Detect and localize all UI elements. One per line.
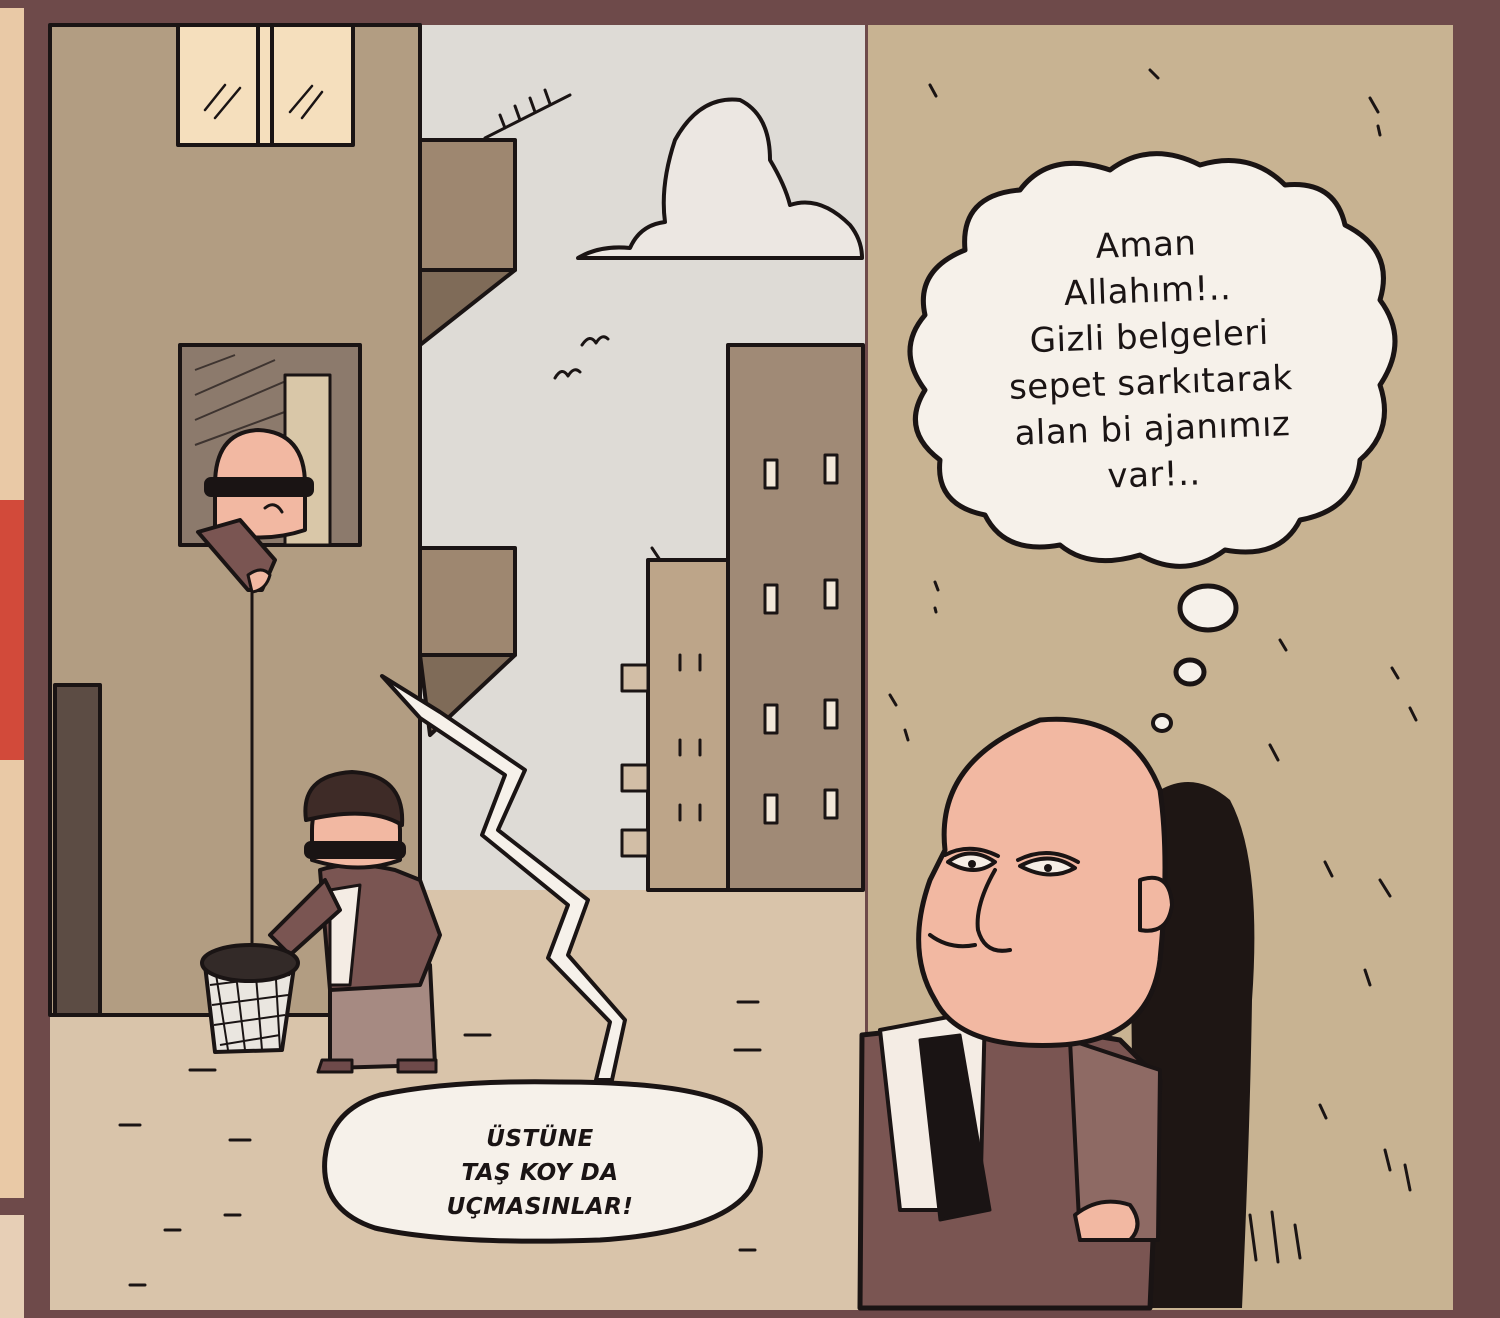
thought-bubble-text (925, 214, 1374, 505)
thought-dot (1180, 586, 1236, 630)
thought-dot (1153, 715, 1171, 731)
left-sliver-panel (0, 8, 24, 1318)
thought-line: Aman (1094, 223, 1198, 267)
basket (202, 945, 298, 1052)
balcony-lower (420, 548, 515, 655)
distant-building-right (728, 345, 863, 890)
middle-panel (50, 25, 865, 1310)
thought-line: Gizli belgeleri (1029, 312, 1270, 362)
thought-line: Allahım!.. (1063, 268, 1232, 314)
thought-line: var!.. (1106, 453, 1202, 497)
doorway (55, 685, 100, 1015)
speech-line: ÜSTÜNE (486, 1126, 594, 1152)
thought-line: alan bi ajanımız (1013, 404, 1291, 454)
distant-building-left (648, 560, 728, 890)
thought-dot (1176, 660, 1204, 684)
speech-line: TAŞ KOY DA (461, 1160, 619, 1186)
speech-bubble-text (360, 1122, 720, 1224)
balcony-upper (420, 140, 515, 270)
upper-window (178, 25, 353, 145)
thought-line: sepet sarkıtarak (1008, 358, 1294, 408)
speech-line: UÇMASINLAR! (446, 1194, 634, 1220)
